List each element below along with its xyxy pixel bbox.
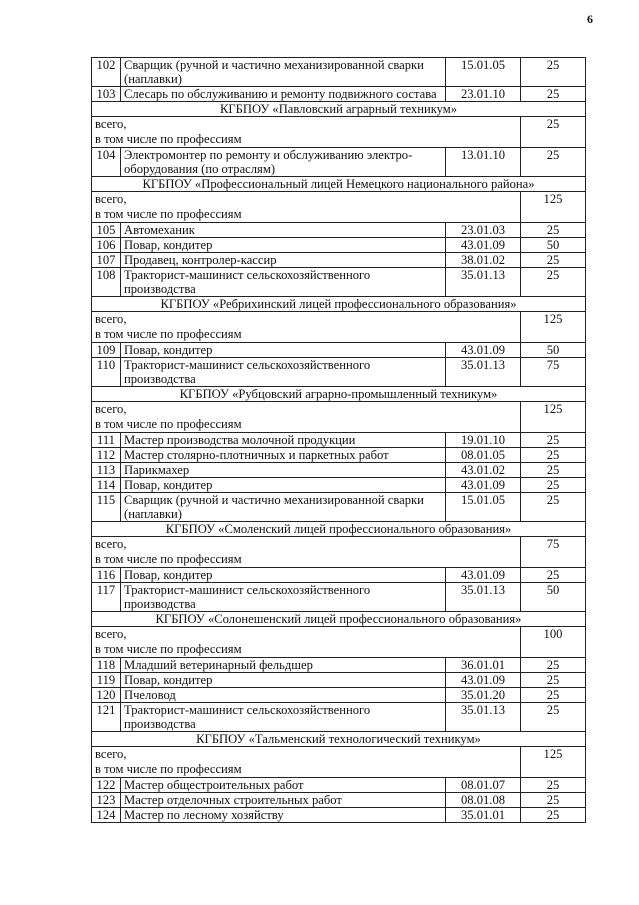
total-row xyxy=(92,537,586,568)
profession-row xyxy=(92,343,586,358)
total-sublabel: в том числе по профессиям xyxy=(95,762,242,776)
profession-name-cell: Повар, кондитер xyxy=(121,343,446,358)
page-number: 6 xyxy=(587,12,593,26)
student-count-cell: 25 xyxy=(521,148,586,177)
student-count-cell: 25 xyxy=(521,223,586,238)
total-sublabel: в том числе по профессиям xyxy=(95,207,242,221)
total-label-cell xyxy=(92,627,521,658)
profession-row xyxy=(92,658,586,673)
profession-code-cell: 35.01.13 xyxy=(446,583,521,612)
profession-row xyxy=(92,448,586,463)
profession-code-cell: 43.01.09 xyxy=(446,673,521,688)
profession-row xyxy=(92,568,586,583)
profession-row xyxy=(92,463,586,478)
student-count-cell: 25 xyxy=(521,778,586,793)
total-row xyxy=(92,402,586,433)
profession-name-cell: Повар, кондитер xyxy=(121,238,446,253)
student-count-cell: 25 xyxy=(521,688,586,703)
institution-name: КГБПОУ «Смоленский лицей профессионального образования» xyxy=(92,522,586,537)
student-count-cell: 25 xyxy=(521,568,586,583)
profession-code-cell: 23.01.10 xyxy=(446,87,521,102)
row-number-cell: 115 xyxy=(92,493,121,522)
row-number-cell: 110 xyxy=(92,358,121,387)
total-row xyxy=(92,747,586,778)
row-number-cell: 107 xyxy=(92,253,121,268)
total-count-cell: 25 xyxy=(521,117,586,148)
total-count-cell: 125 xyxy=(521,312,586,343)
profession-code-cell: 23.01.03 xyxy=(446,223,521,238)
row-number-cell: 111 xyxy=(92,433,121,448)
total-label: всего, xyxy=(95,747,127,761)
row-number-cell: 123 xyxy=(92,793,121,808)
profession-name-cell: Электромонтер по ремонту и обслуживанию электро-оборудования (по отраслям) xyxy=(121,148,446,177)
profession-name-cell: Сварщик (ручной и частично механизированной сварки (наплавки) xyxy=(121,493,446,522)
profession-code-cell: 15.01.05 xyxy=(446,58,521,87)
institution-header-row xyxy=(92,102,586,117)
institution-name: КГБПОУ «Ребрихинский лицей профессионального образования» xyxy=(92,297,586,312)
profession-row xyxy=(92,778,586,793)
total-count-cell: 75 xyxy=(521,537,586,568)
total-label: всего, xyxy=(95,117,127,131)
row-number-cell: 119 xyxy=(92,673,121,688)
institution-name: КГБПОУ «Павловский аграрный техникум» xyxy=(92,102,586,117)
institution-name: КГБПОУ «Профессиональный лицей Немецкого национального района» xyxy=(92,177,586,192)
student-count-cell: 25 xyxy=(521,463,586,478)
total-sublabel: в том числе по профессиям xyxy=(95,417,242,431)
total-row xyxy=(92,627,586,658)
row-number-cell: 124 xyxy=(92,808,121,823)
profession-name-cell: Мастер отделочных строительных работ xyxy=(121,793,446,808)
profession-name-cell: Младший ветеринарный фельдшер xyxy=(121,658,446,673)
profession-name-cell: Мастер производства молочной продукции xyxy=(121,433,446,448)
profession-code-cell: 08.01.07 xyxy=(446,778,521,793)
total-label: всего, xyxy=(95,537,127,551)
row-number-cell: 112 xyxy=(92,448,121,463)
row-number-cell: 105 xyxy=(92,223,121,238)
total-row xyxy=(92,192,586,223)
student-count-cell: 25 xyxy=(521,253,586,268)
student-count-cell: 25 xyxy=(521,703,586,732)
student-count-cell: 25 xyxy=(521,493,586,522)
table-body xyxy=(92,58,586,823)
profession-code-cell: 43.01.09 xyxy=(446,238,521,253)
total-label: всего, xyxy=(95,402,127,416)
total-sublabel: в том числе по профессиям xyxy=(95,552,242,566)
profession-row xyxy=(92,793,586,808)
total-label-cell xyxy=(92,117,521,148)
row-number-cell: 102 xyxy=(92,58,121,87)
profession-name-cell: Повар, кондитер xyxy=(121,673,446,688)
student-count-cell: 50 xyxy=(521,238,586,253)
total-count-cell: 125 xyxy=(521,192,586,223)
row-number-cell: 114 xyxy=(92,478,121,493)
row-number-cell: 118 xyxy=(92,658,121,673)
total-label: всего, xyxy=(95,192,127,206)
profession-row xyxy=(92,268,586,297)
profession-row xyxy=(92,238,586,253)
profession-name-cell: Мастер по лесному хозяйству xyxy=(121,808,446,823)
profession-row xyxy=(92,253,586,268)
total-label-cell xyxy=(92,402,521,433)
total-label-cell xyxy=(92,192,521,223)
institution-header-row xyxy=(92,387,586,402)
student-count-cell: 25 xyxy=(521,58,586,87)
profession-name-cell: Мастер общестроительных работ xyxy=(121,778,446,793)
total-row xyxy=(92,117,586,148)
total-count-cell: 125 xyxy=(521,402,586,433)
profession-row xyxy=(92,808,586,823)
total-label-cell xyxy=(92,537,521,568)
institution-header-row xyxy=(92,177,586,192)
profession-row xyxy=(92,58,586,87)
profession-row xyxy=(92,673,586,688)
student-count-cell: 50 xyxy=(521,343,586,358)
row-number-cell: 116 xyxy=(92,568,121,583)
profession-row xyxy=(92,433,586,448)
student-count-cell: 75 xyxy=(521,358,586,387)
profession-name-cell: Автомеханик xyxy=(121,223,446,238)
institution-name: КГБПОУ «Тальменский технологический техникум» xyxy=(92,732,586,747)
row-number-cell: 106 xyxy=(92,238,121,253)
profession-code-cell: 35.01.20 xyxy=(446,688,521,703)
total-sublabel: в том числе по профессиям xyxy=(95,327,242,341)
row-number-cell: 103 xyxy=(92,87,121,102)
student-count-cell: 25 xyxy=(521,808,586,823)
institution-header-row xyxy=(92,297,586,312)
profession-code-cell: 38.01.02 xyxy=(446,253,521,268)
profession-row xyxy=(92,358,586,387)
student-count-cell: 25 xyxy=(521,448,586,463)
row-number-cell: 104 xyxy=(92,148,121,177)
row-number-cell: 109 xyxy=(92,343,121,358)
row-number-cell: 121 xyxy=(92,703,121,732)
row-number-cell: 108 xyxy=(92,268,121,297)
profession-name-cell: Пчеловод xyxy=(121,688,446,703)
profession-name-cell: Тракторист-машинист сельскохозяйственного производства xyxy=(121,358,446,387)
student-count-cell: 25 xyxy=(521,793,586,808)
profession-code-cell: 36.01.01 xyxy=(446,658,521,673)
institution-name: КГБПОУ «Рубцовский аграрно-промышленный техникум» xyxy=(92,387,586,402)
student-count-cell: 25 xyxy=(521,268,586,297)
profession-row xyxy=(92,493,586,522)
profession-row xyxy=(92,148,586,177)
profession-code-cell: 35.01.01 xyxy=(446,808,521,823)
profession-code-cell: 43.01.09 xyxy=(446,478,521,493)
institution-header-row xyxy=(92,612,586,627)
total-count-cell: 100 xyxy=(521,627,586,658)
profession-name-cell: Слесарь по обслуживанию и ремонту подвижного состава xyxy=(121,87,446,102)
professions-table xyxy=(91,57,586,823)
profession-code-cell: 08.01.05 xyxy=(446,448,521,463)
profession-code-cell: 08.01.08 xyxy=(446,793,521,808)
row-number-cell: 117 xyxy=(92,583,121,612)
row-number-cell: 122 xyxy=(92,778,121,793)
profession-row xyxy=(92,478,586,493)
row-number-cell: 120 xyxy=(92,688,121,703)
profession-code-cell: 15.01.05 xyxy=(446,493,521,522)
profession-code-cell: 19.01.10 xyxy=(446,433,521,448)
profession-row xyxy=(92,87,586,102)
total-label-cell xyxy=(92,747,521,778)
total-sublabel: в том числе по профессиям xyxy=(95,642,242,656)
profession-name-cell: Тракторист-машинист сельскохозяйственного производства xyxy=(121,268,446,297)
profession-name-cell: Тракторист-машинист сельскохозяйственного производства xyxy=(121,703,446,732)
student-count-cell: 50 xyxy=(521,583,586,612)
profession-code-cell: 35.01.13 xyxy=(446,703,521,732)
profession-row xyxy=(92,583,586,612)
profession-name-cell: Повар, кондитер xyxy=(121,478,446,493)
student-count-cell: 25 xyxy=(521,658,586,673)
profession-name-cell: Мастер столярно-плотничных и паркетных работ xyxy=(121,448,446,463)
profession-name-cell: Повар, кондитер xyxy=(121,568,446,583)
student-count-cell: 25 xyxy=(521,87,586,102)
profession-code-cell: 35.01.13 xyxy=(446,268,521,297)
total-label-cell xyxy=(92,312,521,343)
institution-name: КГБПОУ «Солонешенский лицей профессионального образования» xyxy=(92,612,586,627)
profession-name-cell: Парикмахер xyxy=(121,463,446,478)
profession-code-cell: 43.01.09 xyxy=(446,568,521,583)
profession-name-cell: Продавец, контролер-кассир xyxy=(121,253,446,268)
profession-name-cell: Тракторист-машинист сельскохозяйственного производства xyxy=(121,583,446,612)
total-label: всего, xyxy=(95,312,127,326)
profession-code-cell: 35.01.13 xyxy=(446,358,521,387)
total-sublabel: в том числе по профессиям xyxy=(95,132,242,146)
total-row xyxy=(92,312,586,343)
student-count-cell: 25 xyxy=(521,673,586,688)
profession-name-cell: Сварщик (ручной и частично механизированной сварки (наплавки) xyxy=(121,58,446,87)
total-label: всего, xyxy=(95,627,127,641)
total-count-cell: 125 xyxy=(521,747,586,778)
institution-header-row xyxy=(92,732,586,747)
profession-row xyxy=(92,703,586,732)
profession-code-cell: 13.01.10 xyxy=(446,148,521,177)
student-count-cell: 25 xyxy=(521,433,586,448)
row-number-cell: 113 xyxy=(92,463,121,478)
profession-row xyxy=(92,223,586,238)
profession-row xyxy=(92,688,586,703)
profession-code-cell: 43.01.02 xyxy=(446,463,521,478)
profession-code-cell: 43.01.09 xyxy=(446,343,521,358)
institution-header-row xyxy=(92,522,586,537)
student-count-cell: 25 xyxy=(521,478,586,493)
